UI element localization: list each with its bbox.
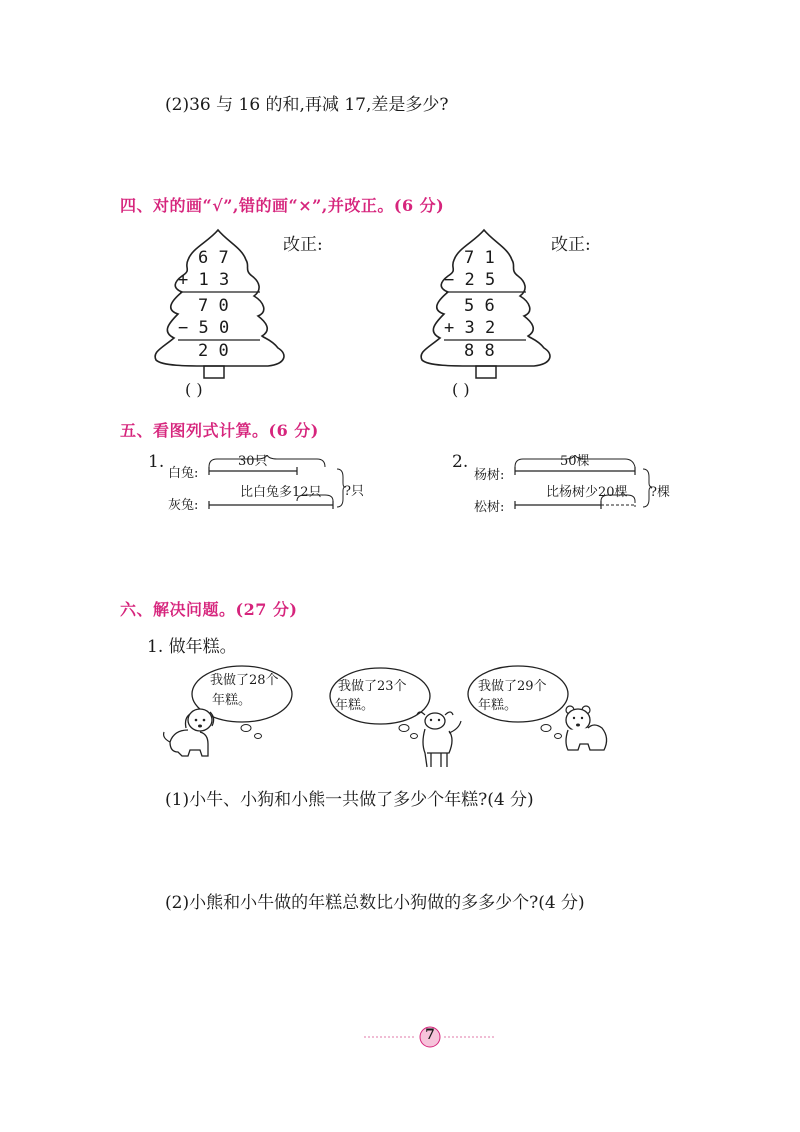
bubble-1-line-1: 我做了28个 xyxy=(210,673,279,688)
bubble-3-line-1: 我做了29个 xyxy=(478,679,547,694)
problem-5-2-bottom-label: 松树: xyxy=(474,500,505,515)
problem-5-1-question: ?只 xyxy=(344,484,364,499)
problem-5-1-bottom-label: 灰兔: xyxy=(168,498,199,513)
tree-2-row-1: 7 1 xyxy=(464,248,495,268)
tree-1 xyxy=(148,226,288,401)
problem-5-1-top-value: 30只 xyxy=(238,454,268,469)
problem-5-2-question: ?棵 xyxy=(650,485,670,500)
bear-illustration xyxy=(560,704,612,756)
problem-5-2-top-value: 50棵 xyxy=(560,454,590,469)
problem-5-2-top-label: 杨树: xyxy=(474,468,505,483)
problem-5-1-segment-diagram xyxy=(205,455,345,515)
tree-2-row-4: + 3 2 xyxy=(444,318,496,338)
problem-5-1-diff-label: 比白兔多12只 xyxy=(240,485,322,500)
tree-2-row-3: 5 6 xyxy=(464,296,495,316)
page-number: 7 xyxy=(425,1027,435,1043)
tree-1-correction-label: 改正: xyxy=(283,235,323,255)
problem-6-1-title: 1. 做年糕。 xyxy=(147,637,237,657)
tree-2 xyxy=(414,226,554,401)
bubble-1-line-2: 年糕。 xyxy=(212,693,252,708)
tree-2-row-2: − 2 5 xyxy=(444,270,496,290)
bubble-2-line-2: 年糕。 xyxy=(335,698,375,713)
problem-5-2-number: 2. xyxy=(452,452,469,472)
problem-5-1-top-label: 白兔: xyxy=(168,466,199,481)
section-6-heading: 六、解决问题。(27 分) xyxy=(120,600,298,619)
section-4-heading: 四、对的画“√”,错的画“×”,并改正。(6 分) xyxy=(120,196,445,215)
tree-1-row-1: 6 7 xyxy=(198,248,229,268)
tree-1-row-4: − 5 0 xyxy=(178,318,230,338)
section-5-heading: 五、看图列式计算。(6 分) xyxy=(120,421,319,440)
bubble-2-line-1: 我做了23个 xyxy=(338,679,407,694)
cake-illustration xyxy=(160,664,610,774)
tree-1-row-5: 2 0 xyxy=(198,341,229,361)
tree-2-row-5: 8 8 xyxy=(464,341,495,361)
question-3-2: (2)36 与 16 的和,再减 17,差是多少? xyxy=(165,95,449,115)
question-6-1-1: (1)小牛、小狗和小熊一共做了多少个年糕?(4 分) xyxy=(165,790,534,810)
problem-5-1-number: 1. xyxy=(148,452,165,472)
bubble-3-line-2: 年糕。 xyxy=(478,698,518,713)
dog-illustration xyxy=(160,704,220,762)
tree-1-row-2: + 1 3 xyxy=(178,270,230,290)
tree-2-correction-label: 改正: xyxy=(551,235,591,255)
problem-5-2-diff-label: 比杨树少20棵 xyxy=(546,485,628,500)
problem-5-2-segment-diagram xyxy=(511,455,656,515)
tree-1-answer-box[interactable]: ( ) xyxy=(185,380,203,399)
question-6-1-2: (2)小熊和小牛做的年糕总数比小狗做的多多少个?(4 分) xyxy=(165,893,585,913)
tree-1-row-3: 7 0 xyxy=(198,296,229,316)
cow-illustration xyxy=(415,709,465,771)
tree-2-answer-box[interactable]: ( ) xyxy=(452,380,470,399)
